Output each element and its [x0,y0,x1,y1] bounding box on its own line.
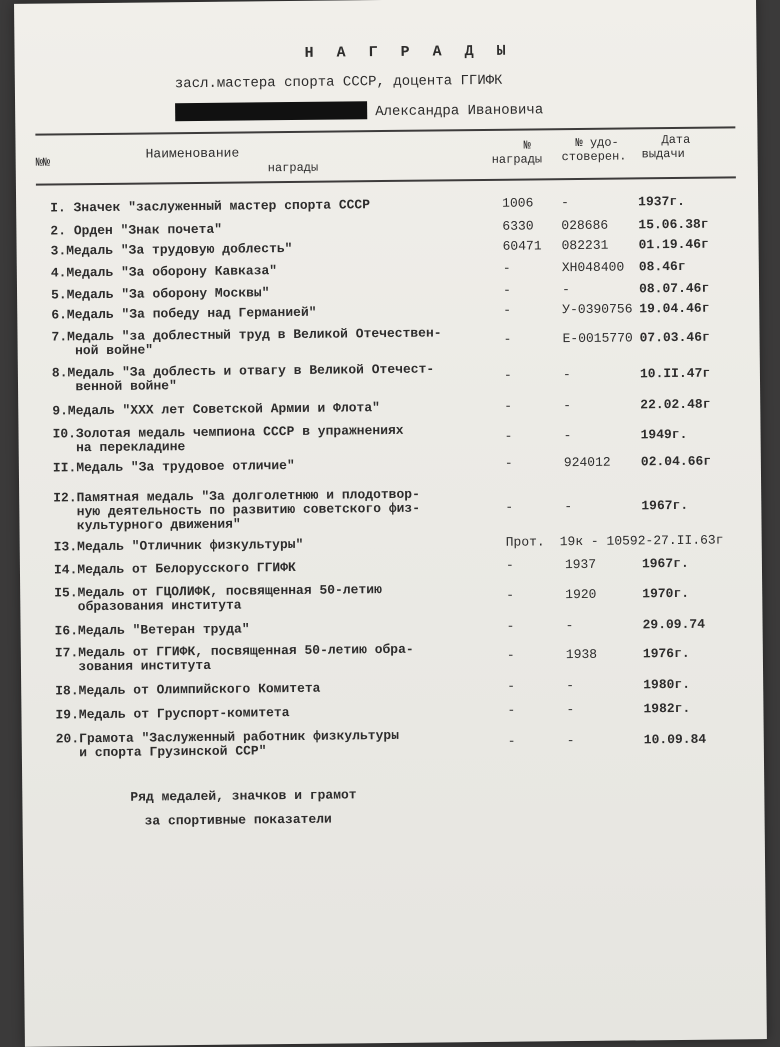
header-col-num-2: награды [491,152,543,167]
certificate-number: 082231 [561,237,609,254]
award-number: - [502,282,511,298]
issue-date: 01.19.46г [638,236,709,253]
table-row [21,676,763,699]
table-row [17,236,759,259]
table-row [20,555,762,578]
table-row [16,216,758,239]
award-number: - [505,557,514,573]
award-number: - [504,398,513,414]
issue-date: 1980г. [643,676,691,693]
document-subtitle: засл.мастера спорта СССР, доцента ГГИФК [174,72,503,93]
table-row [20,579,762,615]
award-number: - [507,733,516,749]
award-name: 20.Грамота "Заслуженный работник физкультуры и спорта Грузинской ССР" [55,727,400,761]
certificate-number: - [562,367,571,383]
certificate-number: - [561,195,570,211]
issue-date: 1949г. [640,426,688,443]
certificate-number: - [565,618,574,634]
footer-line-1: Ряд медалей, значков и грамот [130,787,357,805]
table-row [22,725,764,761]
certificate-number: 1937 [564,556,597,573]
header-col-cert-1: № удо- [575,135,619,151]
header-col-num-1: № [523,138,531,153]
certificate-number: - [563,428,572,444]
table-row [17,280,759,303]
table-row [18,359,760,395]
award-name: I8.Медаль от Олимпийского Комитета [55,680,321,699]
certificate-number: - [566,678,575,694]
document-sheet [14,0,767,1047]
issue-date: 10.09.84 [643,731,707,748]
certificate-number: 028686 [561,217,609,234]
issue-date: 1976г. [642,645,690,662]
award-name: I4.Медаль от Белорусского ГГИФК [53,559,296,578]
certificate-number: У-0390756 [562,301,633,318]
certificate-number: Е-0015770 [562,330,633,347]
award-number: - [505,499,514,515]
award-name: II.Медаль "За трудовое отличие" [52,457,295,476]
award-number: - [504,428,513,444]
award-name: 5.Медаль "За оборону Москвы" [50,285,270,303]
certificate-number: 19к - 10592-27.II.63г [559,532,724,550]
header-col-date-1: Дата [661,132,691,148]
award-name: I. Значек "заслуженный мастер спорта СССР [50,197,371,216]
award-number: - [506,618,515,634]
document-title: Н А Г Р А Д Ы [304,42,513,62]
certificate-number: 1920 [565,586,597,603]
footer-line-2: за спортивные показатели [144,811,332,829]
award-number: - [503,331,512,347]
award-number: - [502,260,511,276]
award-number: - [506,587,515,603]
header-col-date-2: выдачи [641,146,685,162]
certificate-number: - [566,702,575,718]
table-row [21,639,763,675]
recipient-name-line [175,99,543,122]
certificate-number: - [564,499,573,515]
award-name: I6.Медаль "Ветеран труда" [54,621,250,639]
award-name: I5.Медаль от ГЦОЛИФК, посвященная 50-летию образования института [54,582,382,615]
recipient-name: Александра Ивановича [375,102,544,121]
certificate-number: - [566,733,575,749]
header-col-name-1: Наименование [145,145,240,162]
award-number: 60471 [502,238,542,254]
issue-date: 19.04.46г [639,300,710,317]
award-number: - [503,367,512,383]
header-top-rule [35,126,735,135]
issue-date: 08.07.46г [638,280,710,297]
award-name: I9.Медаль от Груспорт-комитета [55,705,290,723]
award-name: I7.Медаль от ГГИФК, посвященная 50-летию обра- зования института [54,641,414,675]
award-name: I2.Памятная медаль "За долголетнюю и плодотвор- ную деятельность по развитию советского физ- культурного движения" [53,486,421,534]
certificate-number: 1938 [565,646,598,663]
issue-date: 08.46г [638,258,686,275]
table-row [21,700,763,723]
issue-date: 1982г. [643,700,691,717]
certificate-number: ХН048400 [561,259,625,276]
issue-date: 1937г. [638,193,686,210]
award-number: - [507,678,516,694]
table-row [17,258,759,281]
award-name: 7.Медаль "за доблестный труд в Великой Отечествен- ной войне" [51,325,442,359]
award-number: Прот. [505,534,545,550]
issue-date: 1967г. [641,555,689,572]
award-number: - [503,302,512,318]
award-number: - [504,455,513,471]
header-col-cert-2: стоверен. [561,149,627,165]
issue-date: 10.II.47г [639,365,711,382]
issue-date: 1970г. [642,585,690,602]
issue-date: 15.06.38г [638,216,709,233]
issue-date: 22.02.48г [640,396,711,413]
table-row [18,420,760,456]
certificate-number: - [561,282,570,298]
award-number: 6330 [502,218,534,234]
header-col-no: №№ [35,155,51,170]
award-name: I0.Золотая медаль чемпиона СССР в упражнениях на перекладине [52,422,404,456]
certificate-number: 924012 [563,454,611,471]
award-name: 8.Медаль "За доблесть и отвагу в Великой Отечест- венной войне" [51,361,435,395]
award-name: 6.Медаль "За победу над Германией" [51,304,317,323]
award-number: - [507,702,516,718]
footer-note [130,783,357,833]
issue-date: 29.09.74 [642,616,706,633]
header-bottom-rule [36,176,736,185]
issue-date: 07.03.46г [639,329,710,346]
table-row [19,453,761,476]
table-row [18,396,760,419]
redaction-bar [175,101,367,121]
award-name: 3.Медаль "За трудовую доблесть" [50,240,293,259]
table-row [21,616,763,639]
table-row [20,532,762,555]
table-row [19,484,761,534]
table-row [16,193,758,216]
award-number: 1006 [502,195,534,211]
header-col-name-2: награды [267,160,319,176]
award-name: I3.Медаль "Отличник физкультуры" [53,536,304,555]
certificate-number: - [563,398,572,414]
issue-date: 1967г. [641,497,689,514]
table-row [17,300,759,323]
award-number: - [506,647,515,663]
award-name: 9.Медаль "XXX лет Советской Армии и Флота" [52,400,381,419]
table-row [17,323,759,359]
issue-date: 02.04.66г [640,453,712,470]
award-name: 4.Медаль "За оборону Кавказа" [50,263,278,281]
award-name: 2. Орден "Знак почета" [50,221,223,239]
